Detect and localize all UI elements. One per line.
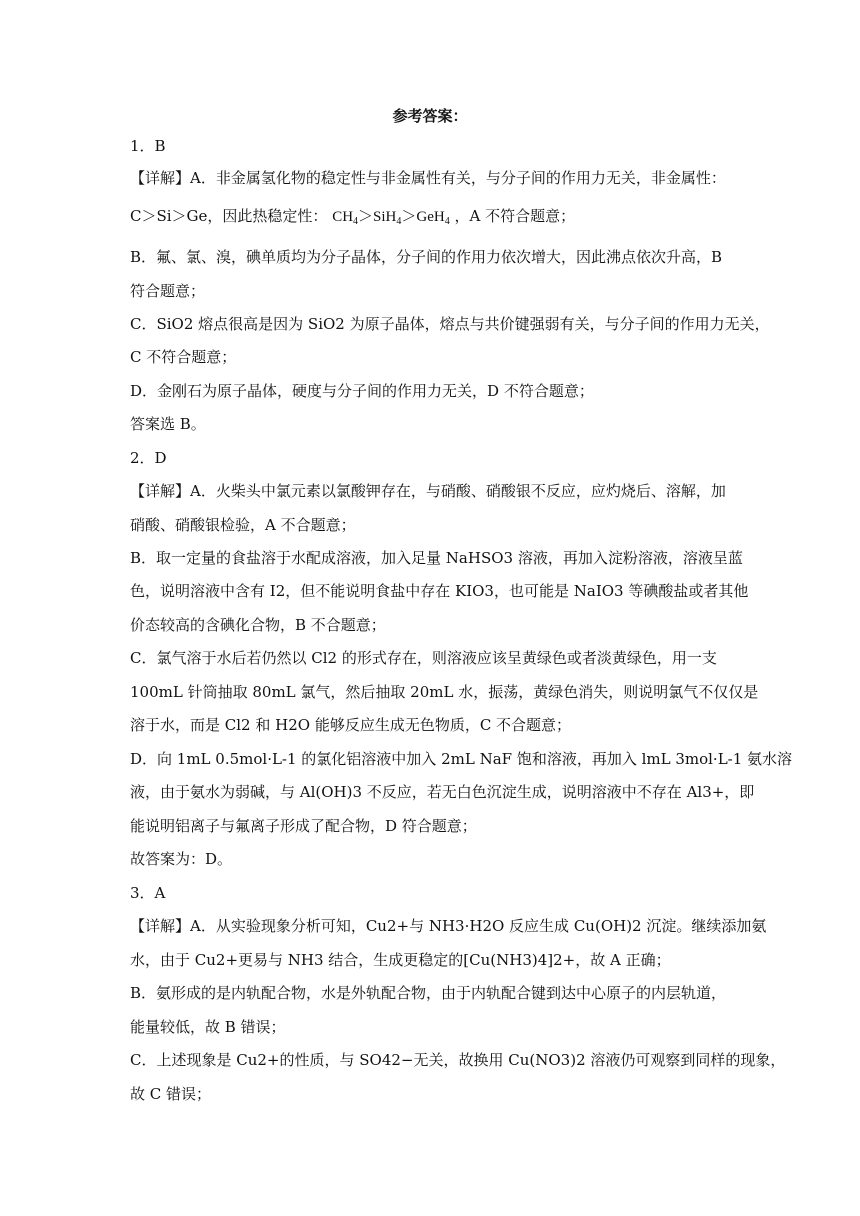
q1-option-a-line2 — [130, 206, 740, 227]
q1-option-b-line1: B．氟、氯、溴，碘单质均为分子晶体，分子间的作用力依次增大，因此沸点依次升高，B — [130, 248, 723, 266]
page-title: 参考答案： — [392, 107, 468, 125]
q2-option-b-line1: B．取一定量的食盐溶于水配成溶液，加入足量 NaHSO3 溶液，再加入淀粉溶液，溶液呈蓝 — [130, 549, 743, 567]
q1-option-c-line1: C．SiO2 熔点很高是因为 SiO2 为原子晶体，熔点与共价键强弱有关，与分子间的作用力无关， — [130, 315, 770, 333]
q1-option-a-line1: 【详解】A．非金属氢化物的稳定性与非金属性有关，与分子间的作用力无关，非金属性： — [130, 169, 726, 187]
q1-option-a-line2-pre: C＞Si＞Ge，因此热稳定性： — [130, 207, 328, 225]
q2-option-b-line3: 价态较高的含碘化合物，B 不合题意； — [130, 616, 386, 634]
q1-number: 1．B — [130, 137, 166, 155]
q2-option-b-line2: 色，说明溶液中含有 I2，但不能说明食盐中存在 KIO3，也可能是 NaIO3 等碘酸盐或者其他 — [130, 582, 749, 600]
q2-option-c-line3: 溶于水，而是 Cl2 和 H2O 能够反应生成无色物质，C 不合题意； — [130, 716, 572, 734]
q1-option-a-line2-post: ，A 不符合题意； — [454, 207, 576, 225]
q3-option-b-line2: 能量较低，故 B 错误； — [130, 1018, 286, 1036]
q3-option-c-line1: C．上述现象是 Cu2+的性质，与 SO42−无关，故换用 Cu(NO3)2 溶液仍可观察到同样的现象， — [130, 1051, 786, 1069]
q2-option-a-line1: 【详解】A．火柴头中氯元素以氯酸钾存在，与硝酸、硝酸银不反应，应灼烧后、溶解，加 — [130, 482, 726, 500]
q2-option-d-line1: D．向 1mL 0.5mol·L-1 的氯化铝溶液中加入 2mL NaF 饱和溶液，再加入 lmL 3mol·L-1 氨水溶 — [130, 750, 793, 768]
q1-option-d-line1: D．金刚石为原子晶体，硬度与分子间的作用力无关，D 不符合题意； — [130, 382, 594, 400]
q1-answer: 答案选 B。 — [130, 415, 206, 433]
q2-answer: 故答案为：D。 — [130, 850, 233, 868]
q2-option-c-line1: C．氯气溶于水后若仍然以 Cl2 的形式存在，则溶液应该呈黄绿色或者淡黄绿色，用一支 — [130, 649, 717, 667]
q2-option-d-line3: 能说明铝离子与氟离子形成了配合物，D 符合题意； — [130, 817, 477, 835]
q2-option-d-line2: 液，由于氨水为弱碱，与 Al(OH)3 不反应，若无白色沉淀生成，说明溶液中不存在 Al3+，即 — [130, 783, 755, 801]
q2-option-a-line2: 硝酸、硝酸银检验，A 不合题意； — [130, 516, 356, 534]
q3-option-a-line2: 水，由于 Cu2+更易与 NH3 结合，生成更稳定的[Cu(NH3)4]2+，故 A 正确； — [130, 951, 671, 969]
q3-option-b-line1: B．氨形成的是内轨配合物，水是外轨配合物，由于内轨配合键到达中心原子的内层轨道， — [130, 984, 727, 1002]
q3-option-a-line1: 【详解】A．从实验现象分析可知，Cu2+与 NH3·H2O 反应生成 Cu(OH)2 沉淀。继续添加氨 — [130, 917, 767, 935]
q3-option-c-line2: 故 C 错误； — [130, 1085, 212, 1103]
q3-number: 3．A — [130, 884, 166, 902]
q1-option-c-line2: C 不符合题意； — [130, 348, 237, 366]
q1-option-b-line2: 符合题意； — [130, 282, 206, 300]
q2-number: 2．D — [130, 449, 167, 467]
q1-stability-formula: $CH_4>SiH_4>GeH_4$ — [332, 209, 450, 227]
q2-option-c-line2: 100mL 针筒抽取 80mL 氯气，然后抽取 20mL 水，振荡，黄绿色消失，则说明氯气不仅仅是 — [130, 683, 759, 701]
